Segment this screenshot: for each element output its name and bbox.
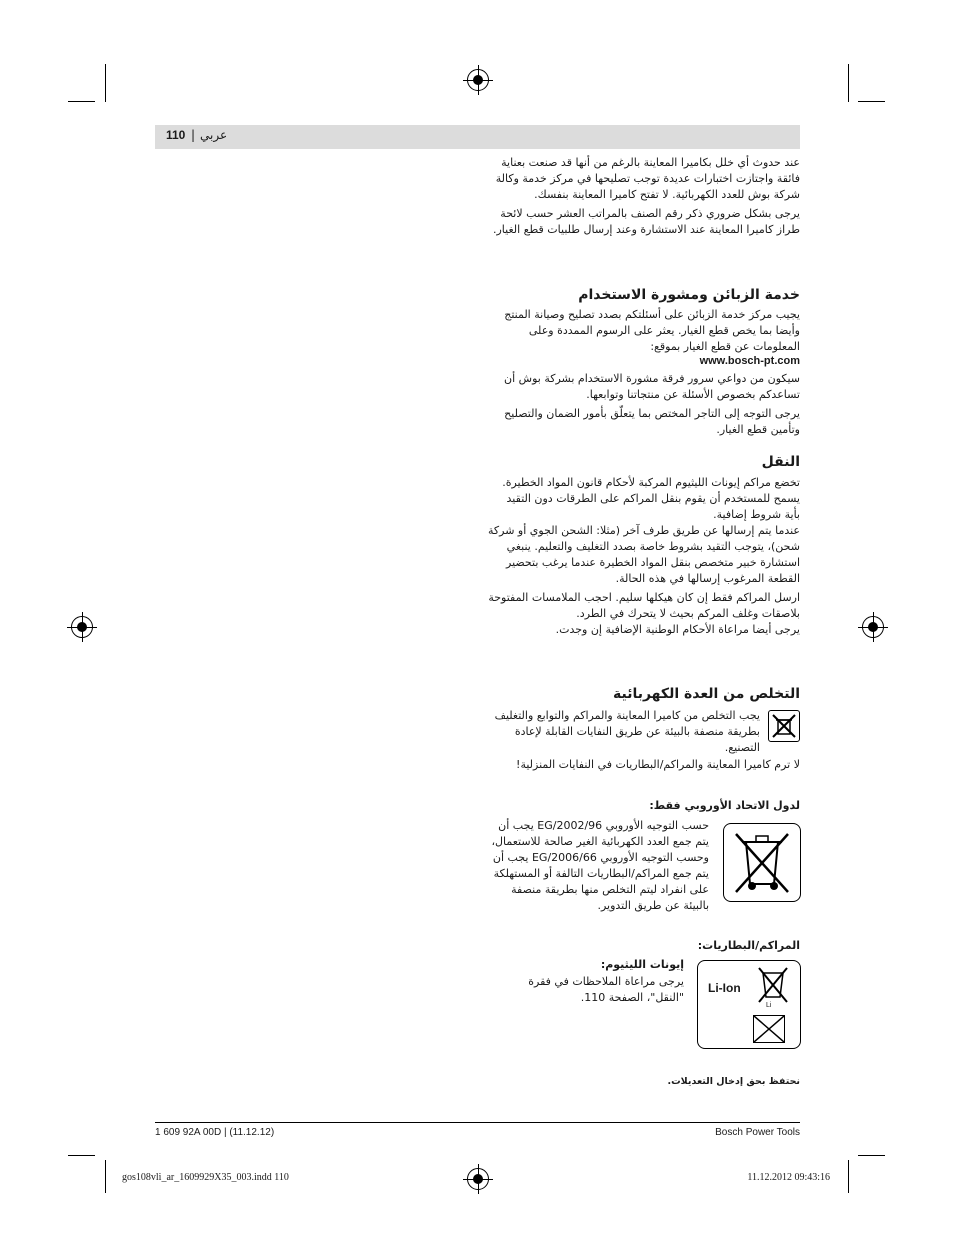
- slug-file-name: gos108vli_ar_1609929X35_003.indd 110: [122, 1172, 289, 1183]
- liion-heading-text: إيونات الليثيوم:: [600, 958, 684, 971]
- eu-heading: [488, 798, 800, 814]
- footer-rule: [155, 1122, 800, 1123]
- footer-brand: Bosch Power Tools: [715, 1127, 800, 1138]
- rights-notice: [488, 1074, 800, 1090]
- header-separator: |: [191, 128, 196, 142]
- page-number: 110: [166, 128, 186, 142]
- rights-notice-text: نحتفظ بحق إدخال التعديلات.: [667, 1076, 800, 1087]
- body-paragraph: حسب التوجيه الأوروبي 2002/96/EG يجب أن يتم جمع العدد الكهربائية الغير صالحة للاستعمال، وحسب التوجيه الأوروبي 2006/66/EG يجب أن يتم جمع المراكم/البطاريات التالفة أو المستهلكة على انفراد ليتم التخلص منها بطريقة منصفة بالبيئة عن طريق التدوير.: [491, 819, 709, 912]
- customer-service-block-2: [488, 371, 800, 438]
- eu-text-block: [489, 818, 709, 914]
- section-heading-customer-service: خدمة الزبائن ومشورة الاستخدام: [578, 287, 800, 303]
- disposal-block-2: [488, 757, 800, 773]
- crop-mark: [858, 1155, 885, 1156]
- body-paragraph: يرجى التوجه إلى التاجر المختص بما يتعلّق بأمور الضمان والتصليح وتأمين قطع الغيار.: [504, 407, 800, 436]
- body-paragraph: تخضع مراكم إيونات الليثيوم المركبة لأحكام قانون المواد الخطيرة. يسمح للمستخدم أن يقوم بنقل المراكم على الطرقات دون التقيد بأية شروط إضافية.: [502, 476, 800, 521]
- website-link[interactable]: www.bosch-pt.com: [699, 355, 800, 367]
- registration-mark-icon: [862, 616, 884, 638]
- weee-small-icon: [768, 710, 800, 742]
- body-paragraph: سيكون من دواعي سرور فرقة مشورة الاستخدام بشركة بوش أن تساعدكم بخصوص الأسئلة عن منتجاتنا وتوابعها.: [504, 372, 800, 401]
- body-paragraph: لا ترم كاميرا المعاينة والمراكم/البطاريات في النفايات المنزلية!: [516, 758, 800, 771]
- registration-mark-icon: [71, 616, 93, 638]
- intro-block: [488, 155, 800, 238]
- disposal-block: [485, 708, 760, 756]
- customer-service-block: [488, 307, 800, 355]
- registration-mark-icon: [467, 1168, 489, 1190]
- intro-paragraph: عند حدوث أي خلل بكاميرا المعاينة بالرغم من أنها قد صنعت بعناية فائقة واجتازت اختبارات عديدة توجب تصليحها في مركز خدمة وكالة شركة بوش للعدد الكهربائية. لا تفتح كاميرا المعاينة بنفسك.: [495, 156, 800, 201]
- transport-block: [488, 475, 800, 638]
- body-paragraph: يرجى أيضا مراعاة الأحكام الوطنية الإضافية إن وجدت.: [555, 623, 800, 636]
- weee-bin-icon: [723, 823, 801, 902]
- battery-crossed-icon: [753, 1015, 785, 1043]
- crop-mark: [848, 64, 849, 102]
- liion-heading: [494, 957, 684, 973]
- batteries-heading: [488, 938, 800, 954]
- liion-text-block: [494, 974, 684, 1006]
- body-paragraph: يرجى مراعاة الملاحظات في فقرة "النقل"، الصفحة 110.: [528, 975, 684, 1004]
- crop-mark: [68, 1155, 95, 1156]
- crop-mark: [105, 64, 106, 102]
- liion-label: Li-Ion: [708, 981, 741, 995]
- liion-recycle-icon: [697, 960, 801, 1049]
- crop-mark: [858, 101, 885, 102]
- body-paragraph: يجب التخلص من كاميرا المعاينة والمراكم والتوابع والتغليف بطريقة منصفة بالبيئة عن طريق النفايات القابلة لإعادة التصنيع.: [494, 709, 760, 754]
- crop-mark: [105, 1160, 106, 1193]
- intro-paragraph: يرجى بشكل ضروري ذكر رقم الصنف بالمراتب العشر حسب لائحة طراز كاميرا المعاينة عند الاستشارة وعند إرسال طلبيات قطع الغيار.: [492, 207, 800, 236]
- liion-small-label: Li: [766, 1002, 772, 1009]
- body-paragraph: عندما يتم إرسالها عن طريق طرف آخر (مثلا: الشحن الجوي أو شركة شحن)، يتوجب التقيد بشروط خاصة بصدد التغليف والتعليم. ينبغي استشارة خبير متخصص بنقل المواد الخطيرة عندما يرغب بتحضير القطعة المرغوب إرسالها في هذه الحالة.: [488, 524, 800, 585]
- crop-mark: [848, 1160, 849, 1193]
- language-label: عربي: [200, 128, 228, 142]
- body-paragraph: يجيب مركز خدمة الزبائن على أسئلتكم بصدد تصليح وصيانة المنتج وأيضا بما يخص قطع الغيار. يعثر على الرسوم الممددة وعلى المعلومات عن قطع الغيار بموقع:: [504, 308, 800, 353]
- footer-doc-number: 1 609 92A 00D | (11.12.12): [155, 1127, 275, 1138]
- section-heading-disposal: التخلص من العدة الكهربائية: [613, 686, 800, 702]
- section-heading-transport: النقل: [761, 454, 800, 470]
- registration-mark-icon: [467, 69, 489, 91]
- batteries-heading-text: المراكم/البطاريات:: [697, 939, 800, 952]
- slug-timestamp: 11.12.2012 09:43:16: [747, 1172, 830, 1183]
- crop-mark: [68, 101, 95, 102]
- header-bar: [155, 125, 800, 149]
- body-paragraph: ارسل المراكم فقط إن كان هيكلها سليم. احجب الملامسات المفتوحة بلاصقات وغلف المركم بحيث لا يتحرك في الطرد.: [488, 591, 800, 620]
- eu-heading-text: لدول الاتحاد الأوروبي فقط:: [649, 799, 800, 812]
